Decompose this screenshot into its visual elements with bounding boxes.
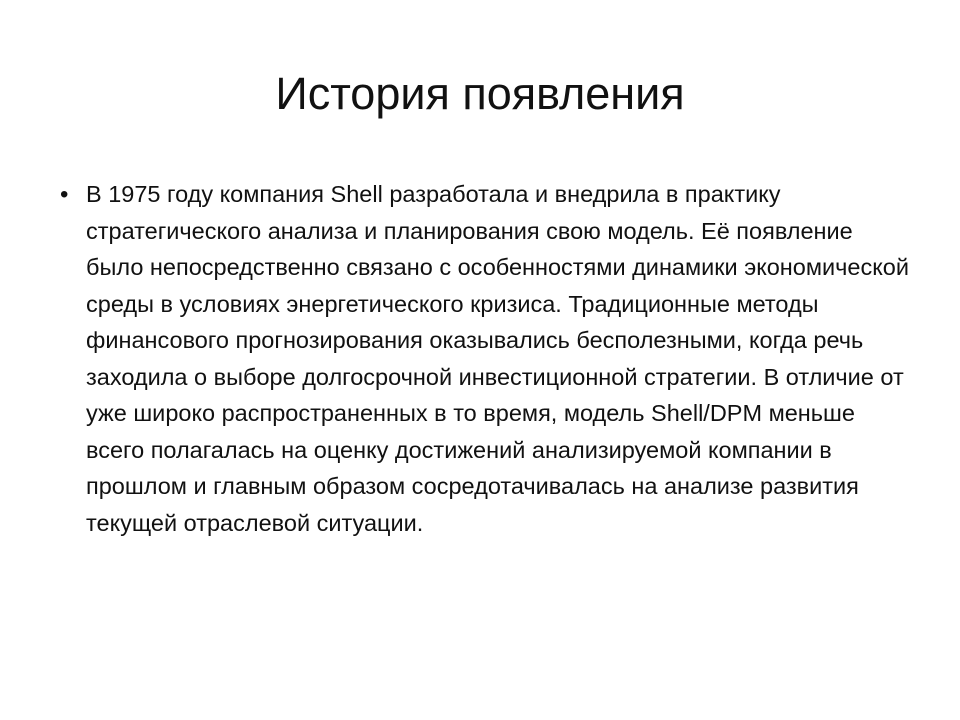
bullet-item [60, 176, 910, 541]
bullet-icon: • [60, 181, 69, 208]
slide-content [60, 176, 910, 541]
slide-title: История появления [275, 68, 685, 119]
bullet-text: В 1975 году компания Shell разработала и внедрила в практику стратегического анализа и планирования свою модель. Её появление было непосредственно связано с особенностями динамики экономической среды в условиях энергетического кризиса. Традиционные методы финансового прогнозирования оказывались бесполезными, когда речь заходила о выборе долгосрочной инвестиционной стратегии. В отличие от уже широко распространенных в то время, модель Shell/DPM меньше всего полагалась на оценку достижений анализируемой компании в прошлом и главным образом сосредотачивалась на анализе развития текущей отраслевой ситуации. [86, 181, 909, 536]
